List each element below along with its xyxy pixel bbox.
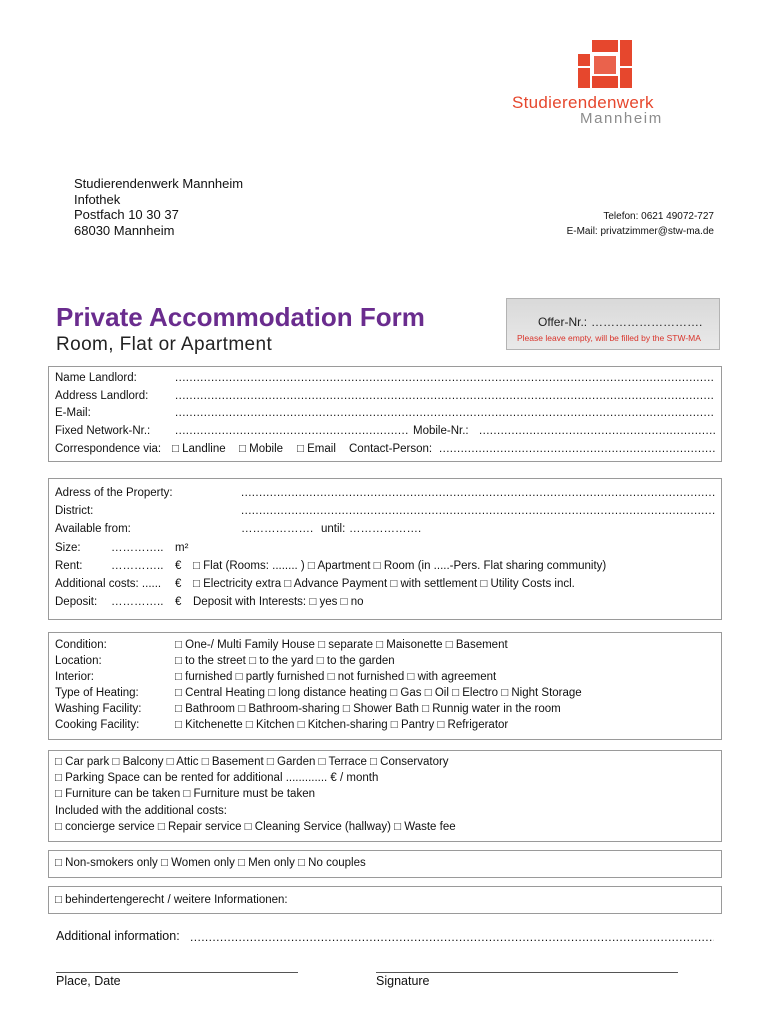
district-field[interactable] (241, 505, 715, 517)
rent-options[interactable]: □ Flat (Rooms: ........ ) □ Apartment □ Room (in .....-Pers. Flat sharing community) (193, 560, 607, 572)
washing-label: Washing Facility: (55, 703, 142, 715)
interior-label: Interior: (55, 671, 94, 683)
name-landlord-label: Name Landlord: (55, 372, 137, 384)
mobile-label: Mobile-Nr.: (413, 425, 469, 437)
property-address-field[interactable] (241, 487, 715, 499)
property-address-label: Adress of the Property: (55, 487, 173, 499)
deposit-options[interactable]: Deposit with Interests: □ yes □ no (193, 596, 364, 608)
signature-line[interactable] (376, 972, 678, 973)
address-line: Postfach 10 30 37 (74, 207, 179, 222)
rent-euro: € (175, 560, 182, 572)
deposit-label: Deposit: (55, 596, 98, 608)
logo-wordmark: Studierendenwerk (512, 93, 654, 112)
additional-information-label: Additional information: (56, 929, 180, 943)
condition-options[interactable]: □ One-/ Multi Family House □ separate □ Maisonette □ Basement (175, 639, 508, 651)
landline-checkbox[interactable]: □ Landline (172, 443, 226, 455)
form-subtitle: Room, Flat or Apartment (56, 334, 273, 355)
fixed-network-field[interactable] (175, 425, 409, 437)
email-label: E-Mail: (55, 407, 91, 419)
available-from-field[interactable]: ………………. (241, 523, 314, 535)
tenant-preferences-section (48, 850, 722, 878)
until-label: until: (321, 523, 346, 535)
landlord-section (48, 366, 722, 462)
correspondence-label: Correspondence via: (55, 443, 162, 455)
address-landlord-field[interactable] (175, 390, 715, 402)
place-date-label: Place, Date (56, 974, 121, 988)
heating-options[interactable]: □ Central Heating □ long distance heating □ Gas □ Oil □ Electro □ Night Storage (175, 687, 582, 699)
offer-number-box (506, 298, 720, 350)
additional-euro: € (175, 578, 182, 590)
location-options[interactable]: □ to the street □ to the yard □ to the garden (175, 655, 395, 667)
tenant-preference-options[interactable]: □ Non-smokers only □ Women only □ Men only □ No couples (55, 857, 366, 869)
features-section (48, 632, 722, 740)
accessibility-option[interactable]: □ behindertengerecht / weitere Informationen: (55, 894, 288, 906)
interior-options[interactable]: □ furnished □ partly furnished □ not furnished □ with agreement (175, 671, 497, 683)
address-landlord-label: Address Landlord: (55, 390, 149, 402)
accessibility-section (48, 886, 722, 914)
fixed-network-label: Fixed Network-Nr.: (55, 425, 151, 437)
contact-person-field[interactable] (439, 443, 715, 455)
offer-note: Please leave empty, will be filled by the STW-MA (517, 333, 701, 343)
size-label: Size: (55, 542, 81, 554)
name-landlord-field[interactable] (175, 372, 715, 384)
cooking-options[interactable]: □ Kitchenette □ Kitchen □ Kitchen-sharing □ Pantry □ Refrigerator (175, 719, 509, 731)
place-date-line[interactable] (56, 972, 298, 973)
contact-person-label: Contact-Person: (349, 443, 433, 455)
contact-info (567, 209, 714, 239)
rent-field[interactable]: ………….. (111, 560, 164, 572)
email-field[interactable] (175, 407, 715, 419)
address-line: 68030 Mannheim (74, 222, 175, 238)
additional-information-field[interactable] (190, 930, 714, 944)
condition-label: Condition: (55, 639, 107, 651)
logo-city: Mannheim (580, 110, 663, 127)
location-label: Location: (55, 655, 102, 667)
included-costs-options[interactable]: □ concierge service □ Repair service □ Cleaning Service (hallway) □ Waste fee (55, 821, 456, 833)
heating-label: Type of Heating: (55, 687, 139, 699)
washing-options[interactable]: □ Bathroom □ Bathroom-sharing □ Shower Bath □ Runnig water in the room (175, 703, 561, 715)
sender-address (74, 176, 243, 238)
rent-label: Rent: (55, 560, 83, 572)
size-field[interactable]: ………….. (111, 542, 164, 554)
extras-section (48, 750, 722, 842)
offer-label: Offer-Nr.: (538, 315, 588, 329)
studierendenwerk-logo-icon (578, 40, 632, 88)
mobile-checkbox[interactable]: □ Mobile (239, 443, 284, 455)
district-label: District: (55, 505, 94, 517)
offer-number-field[interactable]: ………………………. (591, 315, 703, 329)
signature-label: Signature (376, 974, 430, 988)
address-line: Infothek (74, 191, 121, 207)
property-section (48, 478, 722, 620)
form-title: Private Accommodation Form (56, 302, 425, 332)
size-unit: m² (175, 542, 189, 554)
email-checkbox[interactable]: □ Email (297, 443, 336, 455)
deposit-euro: € (175, 596, 182, 608)
cooking-label: Cooking Facility: (55, 719, 140, 731)
mobile-field[interactable] (479, 425, 715, 437)
parking-option[interactable]: □ Parking Space can be rented for additional ............. € / month (55, 772, 379, 784)
address-line: Studierendenwerk Mannheim (74, 176, 244, 191)
extras-options[interactable]: □ Car park □ Balcony □ Attic □ Basement □ Garden □ Terrace □ Conservatory (55, 756, 449, 768)
additional-costs-options[interactable]: □ Electricity extra □ Advance Payment □ with settlement □ Utility Costs incl. (193, 578, 575, 590)
additional-costs-label: Additional costs: ...... (55, 578, 162, 590)
deposit-field[interactable]: ………….. (111, 596, 164, 608)
included-costs-label: Included with the additional costs: (55, 805, 227, 817)
furniture-options[interactable]: □ Furniture can be taken □ Furniture must be taken (55, 788, 315, 800)
email-text: E-Mail: privatzimmer@stw-ma.de (566, 226, 714, 237)
until-field[interactable]: ………………. (349, 523, 422, 535)
phone-text: Telefon: 0621 49072-727 (603, 211, 714, 222)
available-from-label: Available from: (55, 523, 131, 535)
